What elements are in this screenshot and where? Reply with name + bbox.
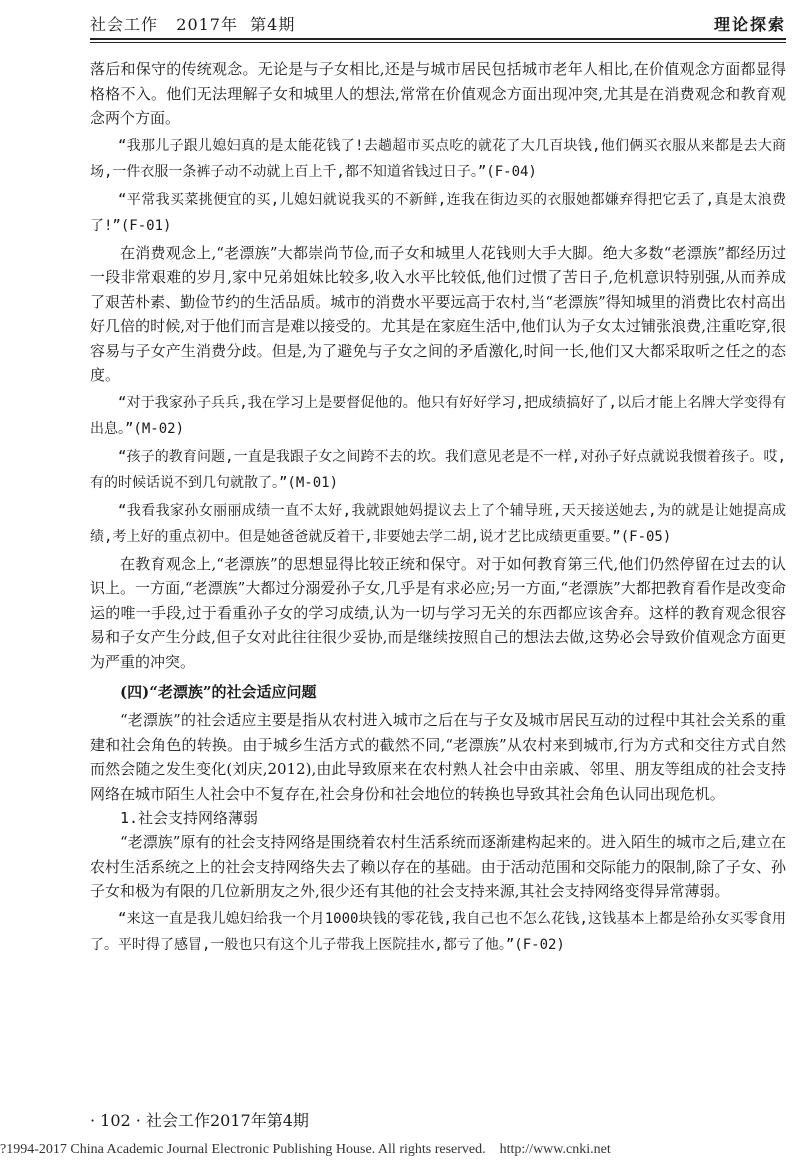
interview-quote: “我看我家孙女丽丽成绩一直不太好,我就跟她妈提议去上了个辅导班,天天接送她去,为的就是让她提高成绩,考上好的重点初中。但是她爸爸就反着干,非要她去学二胡,说才艺比成绩更重要。”(F-05) [90,502,786,545]
paragraph: 落后和保守的传统观念。无论是与子女相比,还是与城市居民包括城市老年人相比,在价值观念方面都显得格格不入。他们无法理解子女和城里人的想法,常常在价值观念方面出现冲突,尤其是在消费观念和教育观念两个方面。 [90,60,786,127]
interview-quote: “来这一直是我儿媳妇给我一个月1000块钱的零花钱,我自己也不怎么花钱,这钱基本上都是给孙女买零食用了。平时得了感冒,一般也只有这个儿子带我上医院挂水,都亏了他。”(F-02) [90,910,786,953]
paragraph: “老漂族”原有的社会支持网络是围绕着农村生活系统而逐渐建构起来的。进入陌生的城市之后,建立在农村生活系统之上的社会支持网络失去了赖以存在的基础。由于活动范围和交际能力的限制,除了子女、孙子女和极为有限的几位新朋友之外,很少还有其他的社会支持来源,其社会支持网络变得异常薄弱。 [90,833,786,900]
page-number-footer: · 102 · 社会工作2017年第4期 [90,1111,309,1130]
header-rule-thick [90,38,786,40]
interview-quote: “平常我买菜挑便宜的买,儿媳妇就说我买的不新鲜,连我在街边买的衣服她都嫌弃得把它丢了,真是太浪费了!”(F-01) [90,191,786,234]
section-heading: (四)“老漂族”的社会适应问题 [120,683,317,701]
paragraph: 在消费观念上,“老漂族”大都崇尚节俭,而子女和城里人花钱则大手大脚。绝大多数“老漂族”都经历过一段非常艰难的岁月,家中兄弟姐妹比较多,收入水平比较低,他们过惯了苦日子,危机意识特别强,从而养成了艰苦朴素、勤俭节约的生活品质。城市的消费水平要远高于农村,当“老漂族”得知城里的消费比农村高出好几倍的时候,对于他们而言是难以接受的。尤其是在家庭生活中,他们认为子女太过铺张浪费,注重吃穿,很容易与子女产生消费分歧。但是,为了避免与子女之间的矛盾激化,时间一长,他们又大都采取听之任之的态度。 [90,243,786,384]
paragraph: “老漂族”的社会适应主要是指从农村进入城市之后在与子女及城市居民互动的过程中其社会关系的重建和社会角色的转换。由于城乡生活方式的截然不同,“老漂族”从农村来到城市,行为方式和交往方式自然而然会随之发生变化(刘庆,2012),由此导致原来在农村熟人社会中由亲戚、邻里、朋友等组成的社会支持网络在城市陌生人社会中不复存在,社会身份和社会地位的转换也导致其社会角色认同出现危机。 [90,711,786,803]
header-rule-thin [90,42,786,43]
journal-issue-label: 社会工作 2017年 第4期 [90,15,296,34]
interview-quote: “对于我家孙子兵兵,我在学习上是要督促他的。他只有好好学习,把成绩搞好了,以后才能上名牌大学变得有出息。”(M-02) [90,394,786,437]
copyright-line: ?1994-2017 China Academic Journal Electronic Publishing House. All rights reserved. http://www.cnki.net [0,1142,611,1157]
paragraph: 在教育观念上,“老漂族”的思想显得比较正统和保守。对于如何教育第三代,他们仍然停留在过去的认识上。一方面,“老漂族”大都过分溺爱孙子女,几乎是有求必应;另一方面,“老漂族”大都把教育看作是改变命运的唯一手段,过于看重孙子女的学习成绩,认为一切与学习无关的东西都应该舍弃。这样的教育观念很容易和子女产生分歧,但子女对此往往很少妥协,而是继续按照自己的想法去做,这势必会导致价值观念方面更为严重的冲突。 [90,554,786,671]
subsection-heading: 1.社会支持网络薄弱 [120,809,259,827]
interview-quote: “我那儿子跟儿媳妇真的是太能花钱了!去趟超市买点吃的就花了大几百块钱,他们俩买衣服从来都是去大商场,一件衣服一条裤子动不动就上百上千,都不知道省钱过日子。”(F-04) [90,137,786,180]
running-header [90,8,786,38]
section-label: 理论探索 [713,15,786,34]
article-body [90,57,786,960]
interview-quote: “孩子的教育问题,一直是我跟子女之间跨不去的坎。我们意见老是不一样,对孙子好点就说我惯着孩子。哎,有的时候话说不到几句就散了。”(M-01) [90,448,786,491]
